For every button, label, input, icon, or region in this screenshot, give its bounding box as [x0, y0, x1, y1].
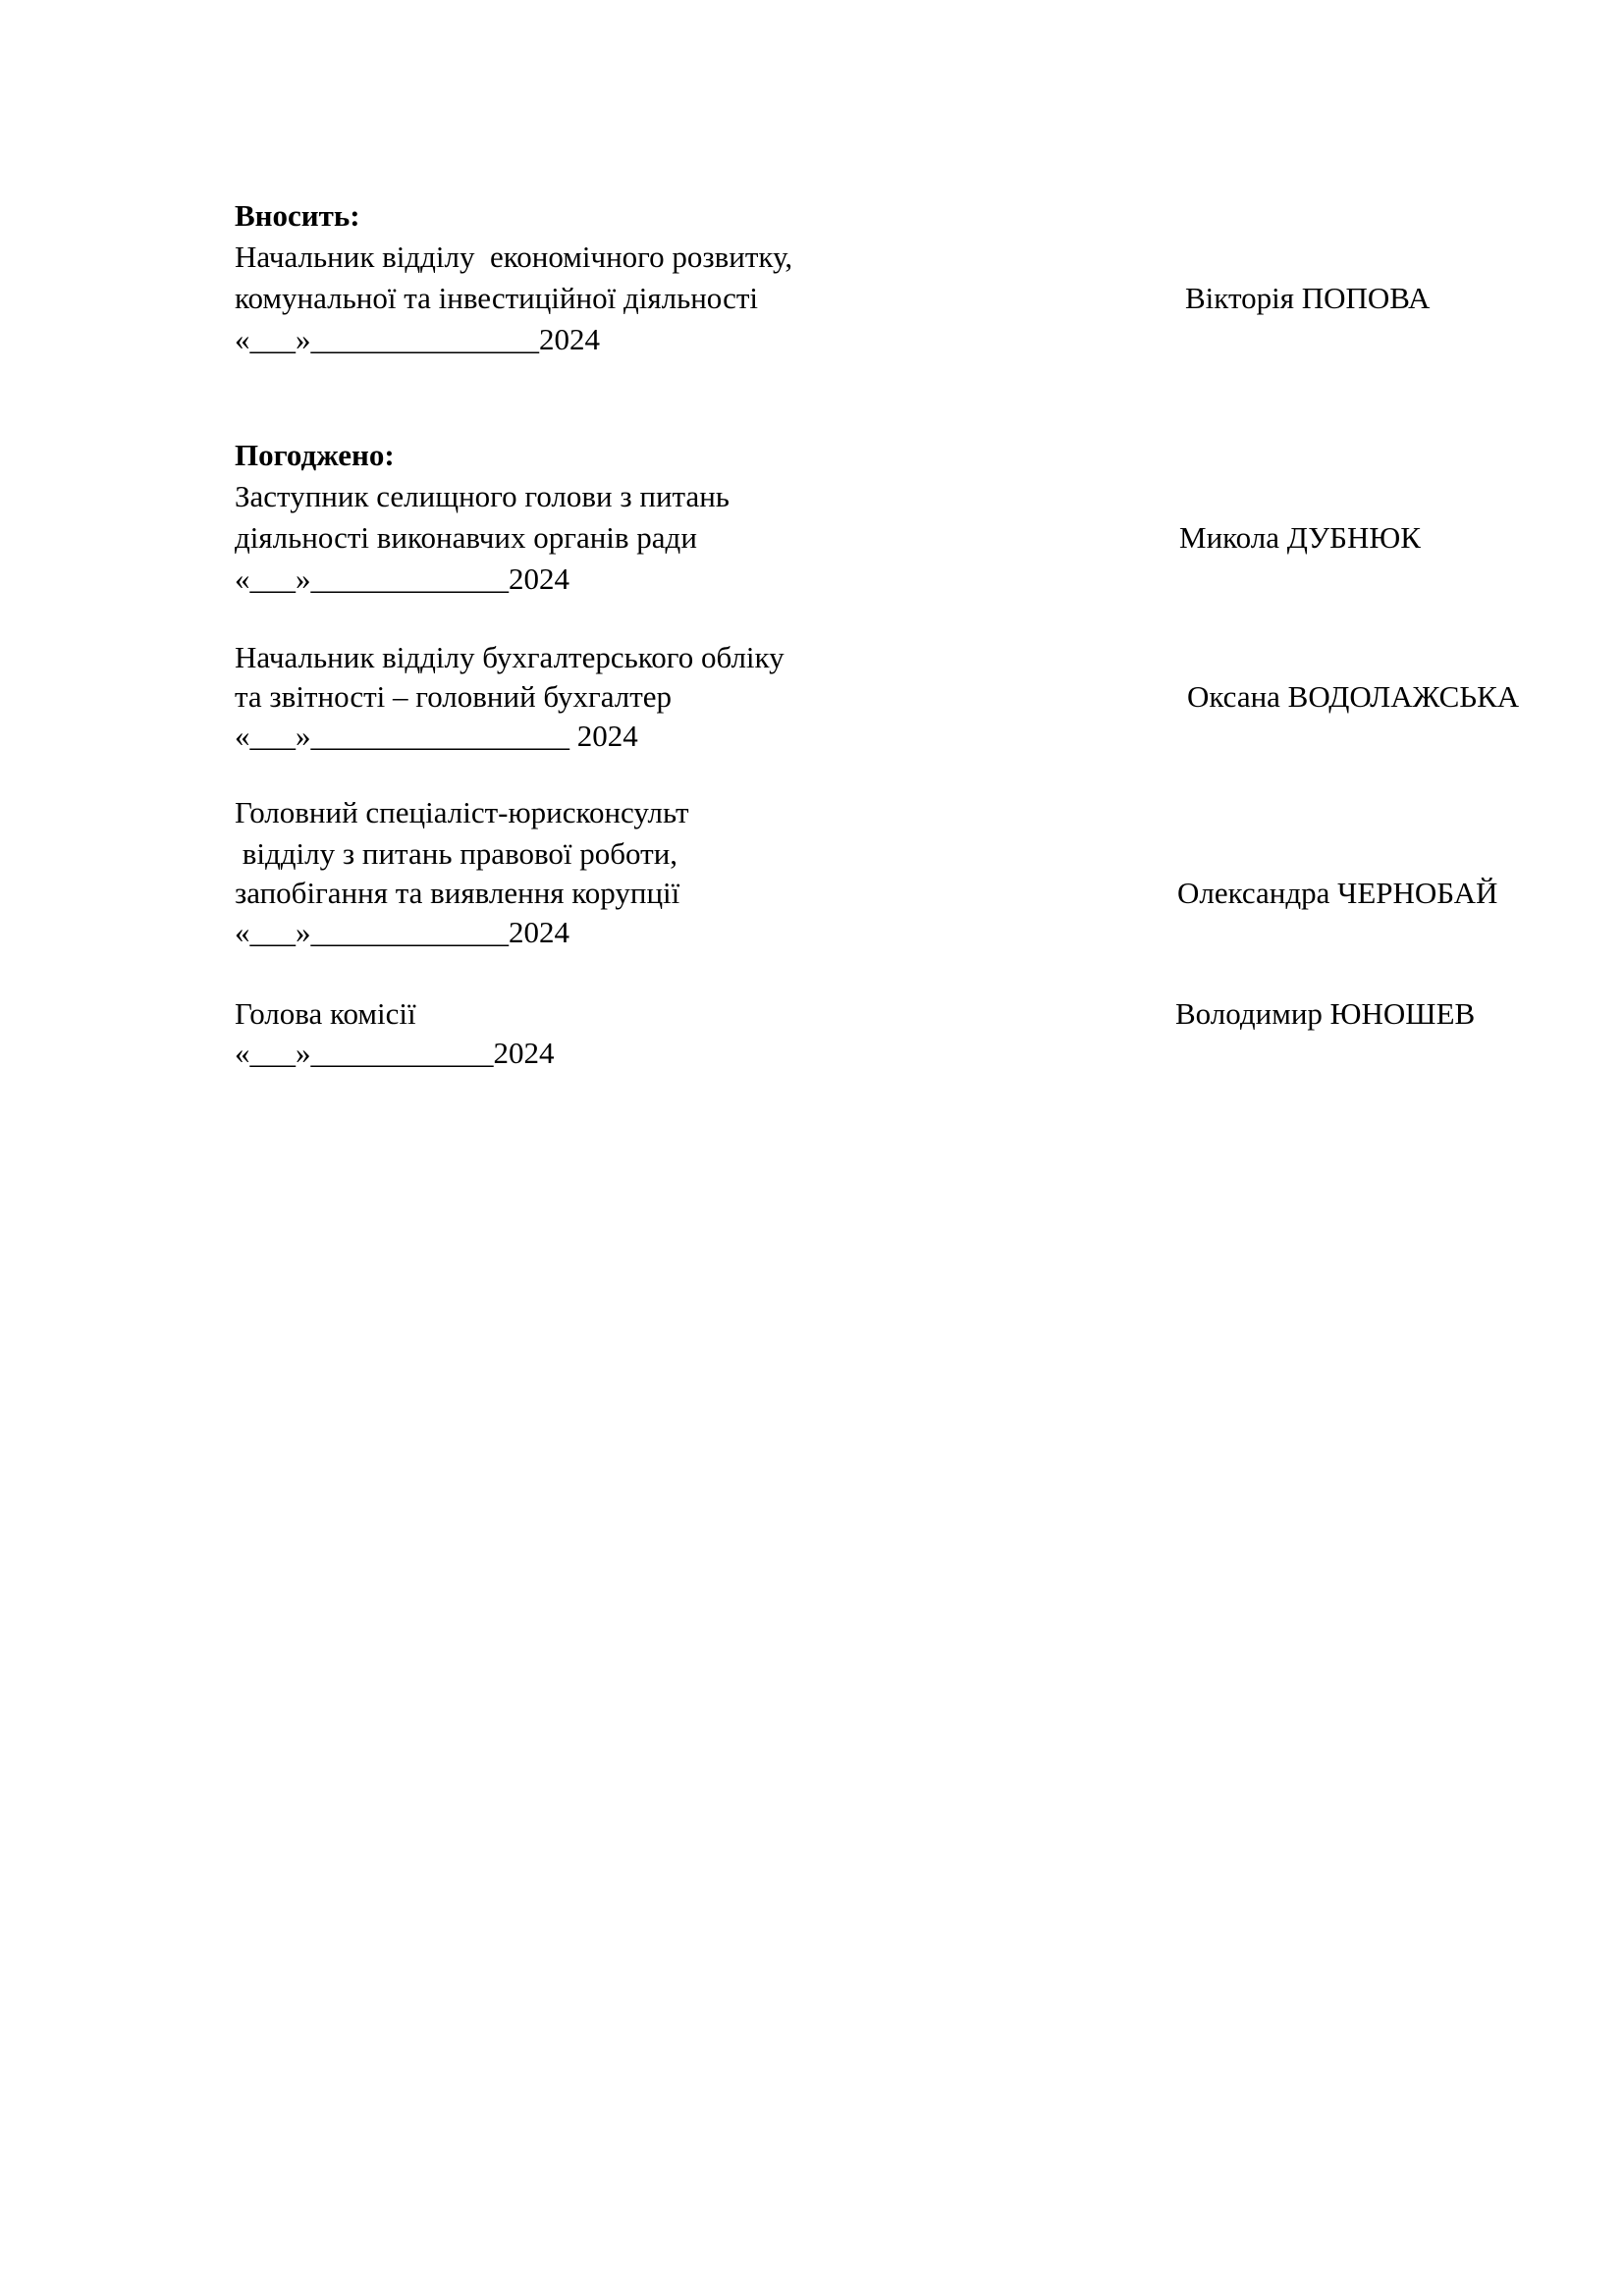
- approved-heading: Погоджено:: [235, 438, 395, 472]
- signatory-1-name: Микола ДУБНЮК: [1179, 520, 1421, 555]
- signatory-3-date-line: «___»_____________2024: [235, 915, 569, 949]
- signatory-2-name: Оксана ВОДОЛАЖСЬКА: [1187, 679, 1520, 714]
- submitted-name: Вікторія ПОПОВА: [1185, 281, 1431, 315]
- signatory-4-name: Володимир ЮНОШЕВ: [1175, 996, 1476, 1031]
- signatory-1-position-line-2: діяльності виконавчих органів ради: [235, 520, 697, 555]
- signatory-4-date-line: «___»____________2024: [235, 1036, 555, 1070]
- signatory-4-position-line-1: Голова комісії: [235, 996, 416, 1031]
- submitted-position-line-1: Начальник відділу економічного розвитку,: [235, 240, 793, 274]
- signatory-3-position-line-3: запобігання та виявлення корупції: [235, 876, 680, 910]
- signatory-1-position-line-1: Заступник селищного голови з питань: [235, 479, 730, 513]
- signatory-2-date-line: «___»_________________ 2024: [235, 719, 638, 753]
- submitted-heading: Вносить:: [235, 198, 360, 233]
- signatory-3-name: Олександра ЧЕРНОБАЙ: [1177, 876, 1498, 910]
- signatory-2-position-line-2: та звітності – головний бухгалтер: [235, 679, 673, 714]
- signatory-3-position-line-2: відділу з питань правової роботи,: [235, 836, 678, 871]
- submitted-date-line: «___»_______________2024: [235, 322, 600, 356]
- signatory-1-date-line: «___»_____________2024: [235, 561, 569, 596]
- signatory-2-position-line-1: Начальник відділу бухгалтерського обліку: [235, 640, 785, 674]
- submitted-position-line-2: комунальної та інвестиційної діяльності: [235, 281, 758, 315]
- signatory-3-position-line-1: Головний спеціаліст-юрисконсульт: [235, 795, 689, 829]
